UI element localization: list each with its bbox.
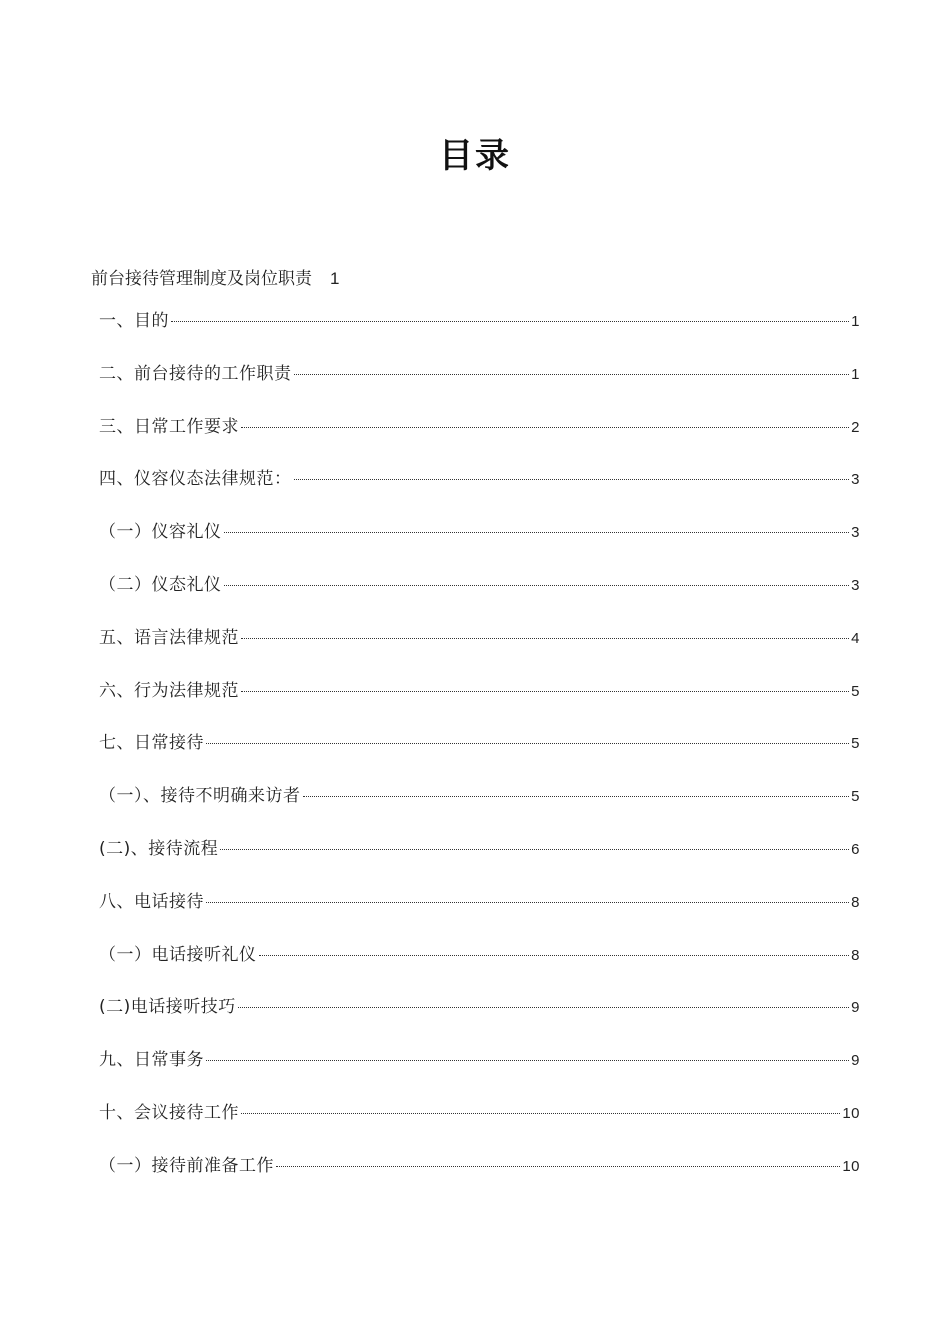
toc-entry[interactable] (99, 1151, 860, 1204)
dot-leader (206, 743, 849, 744)
dot-leader (276, 1166, 840, 1167)
toc-entry-page-number: 9 (851, 999, 860, 1017)
toc-entry-label: 九、日常事务 (99, 1050, 204, 1071)
toc-entry-page-number: 3 (851, 471, 860, 489)
toc-entry-page-number: 10 (842, 1157, 860, 1175)
dot-leader (171, 321, 849, 322)
dot-leader (294, 374, 850, 375)
toc-entry[interactable] (99, 992, 860, 1045)
toc-entry[interactable] (99, 464, 860, 517)
toc-entry-label: 一、目的 (99, 311, 169, 331)
dot-leader (241, 427, 849, 428)
toc-entry-label: （一）、接待不明确来访者 (99, 786, 301, 807)
dot-leader (206, 902, 849, 903)
toc-entry-label: （一）接待前准备工作 (99, 1155, 274, 1176)
dot-leader (224, 532, 850, 533)
toc-entry-label: (二)、接待流程 (99, 838, 219, 859)
toc-entry-page-number: 1 (851, 313, 860, 330)
toc-entry-label: 五、语言法律规范 (99, 627, 239, 648)
toc-entry-page-number: 8 (851, 946, 860, 964)
dot-leader (241, 638, 849, 639)
toc-entry-page-number: 6 (851, 840, 860, 858)
dot-leader (220, 849, 849, 850)
dot-leader (259, 955, 850, 956)
toc-entry[interactable] (99, 359, 860, 412)
dot-leader (238, 1007, 849, 1008)
toc-entry[interactable] (99, 570, 860, 623)
toc-entry[interactable] (99, 676, 860, 729)
toc-entry[interactable] (99, 887, 860, 940)
dot-leader (241, 691, 849, 692)
toc-entry-page-number: 10 (842, 1104, 860, 1122)
toc-entry-page-number: 1 (851, 365, 860, 383)
toc-entry[interactable] (99, 517, 860, 570)
page-title: 目录 (439, 136, 511, 176)
toc-entry-label: （二）仪态礼仪 (99, 574, 222, 595)
toc-entry[interactable] (99, 834, 860, 887)
dot-leader (294, 479, 850, 480)
toc-entry-label: (二)电话接听技巧 (99, 997, 236, 1018)
toc-entry[interactable] (99, 412, 860, 465)
toc-entry-page-number: 5 (851, 788, 860, 806)
toc-entry-page-number: 5 (851, 682, 860, 700)
toc-entry[interactable] (99, 1045, 860, 1098)
toc-entry-label: （一）电话接听礼仪 (99, 944, 257, 965)
toc-entry-page-number: 2 (851, 418, 860, 436)
toc-entry-label: 十、会议接待工作 (99, 1102, 239, 1123)
toc-entry-page-number: 8 (851, 893, 860, 911)
toc-heading-label: 前台接待管理制度及岗位职责 (91, 269, 312, 289)
toc-entry[interactable] (99, 728, 860, 781)
toc-entry-page-number: 3 (851, 524, 860, 542)
dot-leader (303, 796, 850, 797)
toc-entry[interactable] (99, 306, 860, 359)
toc-entry-label: 三、日常工作要求 (99, 416, 239, 437)
toc-entry-page-number: 4 (851, 629, 860, 647)
toc-entry-label: 二、前台接待的工作职责 (99, 363, 292, 384)
toc-entry[interactable] (99, 623, 860, 676)
dot-leader (224, 585, 850, 586)
toc-entry-page-number: 9 (851, 1052, 860, 1070)
toc-entry[interactable] (99, 781, 860, 834)
toc-heading-page-number: 1 (330, 269, 340, 288)
dot-leader (241, 1113, 840, 1114)
toc-entry-page-number: 5 (851, 735, 860, 753)
dot-leader (206, 1060, 849, 1061)
toc-entry-label: （一）仪容礼仪 (99, 522, 222, 543)
toc-entry-label: 七、日常接待 (99, 733, 204, 754)
toc-entry-label: 六、行为法律规范 (99, 680, 239, 701)
toc-entry-page-number: 3 (851, 576, 860, 594)
toc-entry-label: 八、电话接待 (99, 891, 204, 912)
toc-entry[interactable] (99, 940, 860, 993)
toc-list (99, 306, 860, 1204)
toc-entry-label: 四、仪容仪态法律规范： (99, 469, 292, 490)
toc-entry[interactable] (99, 1098, 860, 1151)
toc-heading[interactable] (91, 264, 339, 289)
